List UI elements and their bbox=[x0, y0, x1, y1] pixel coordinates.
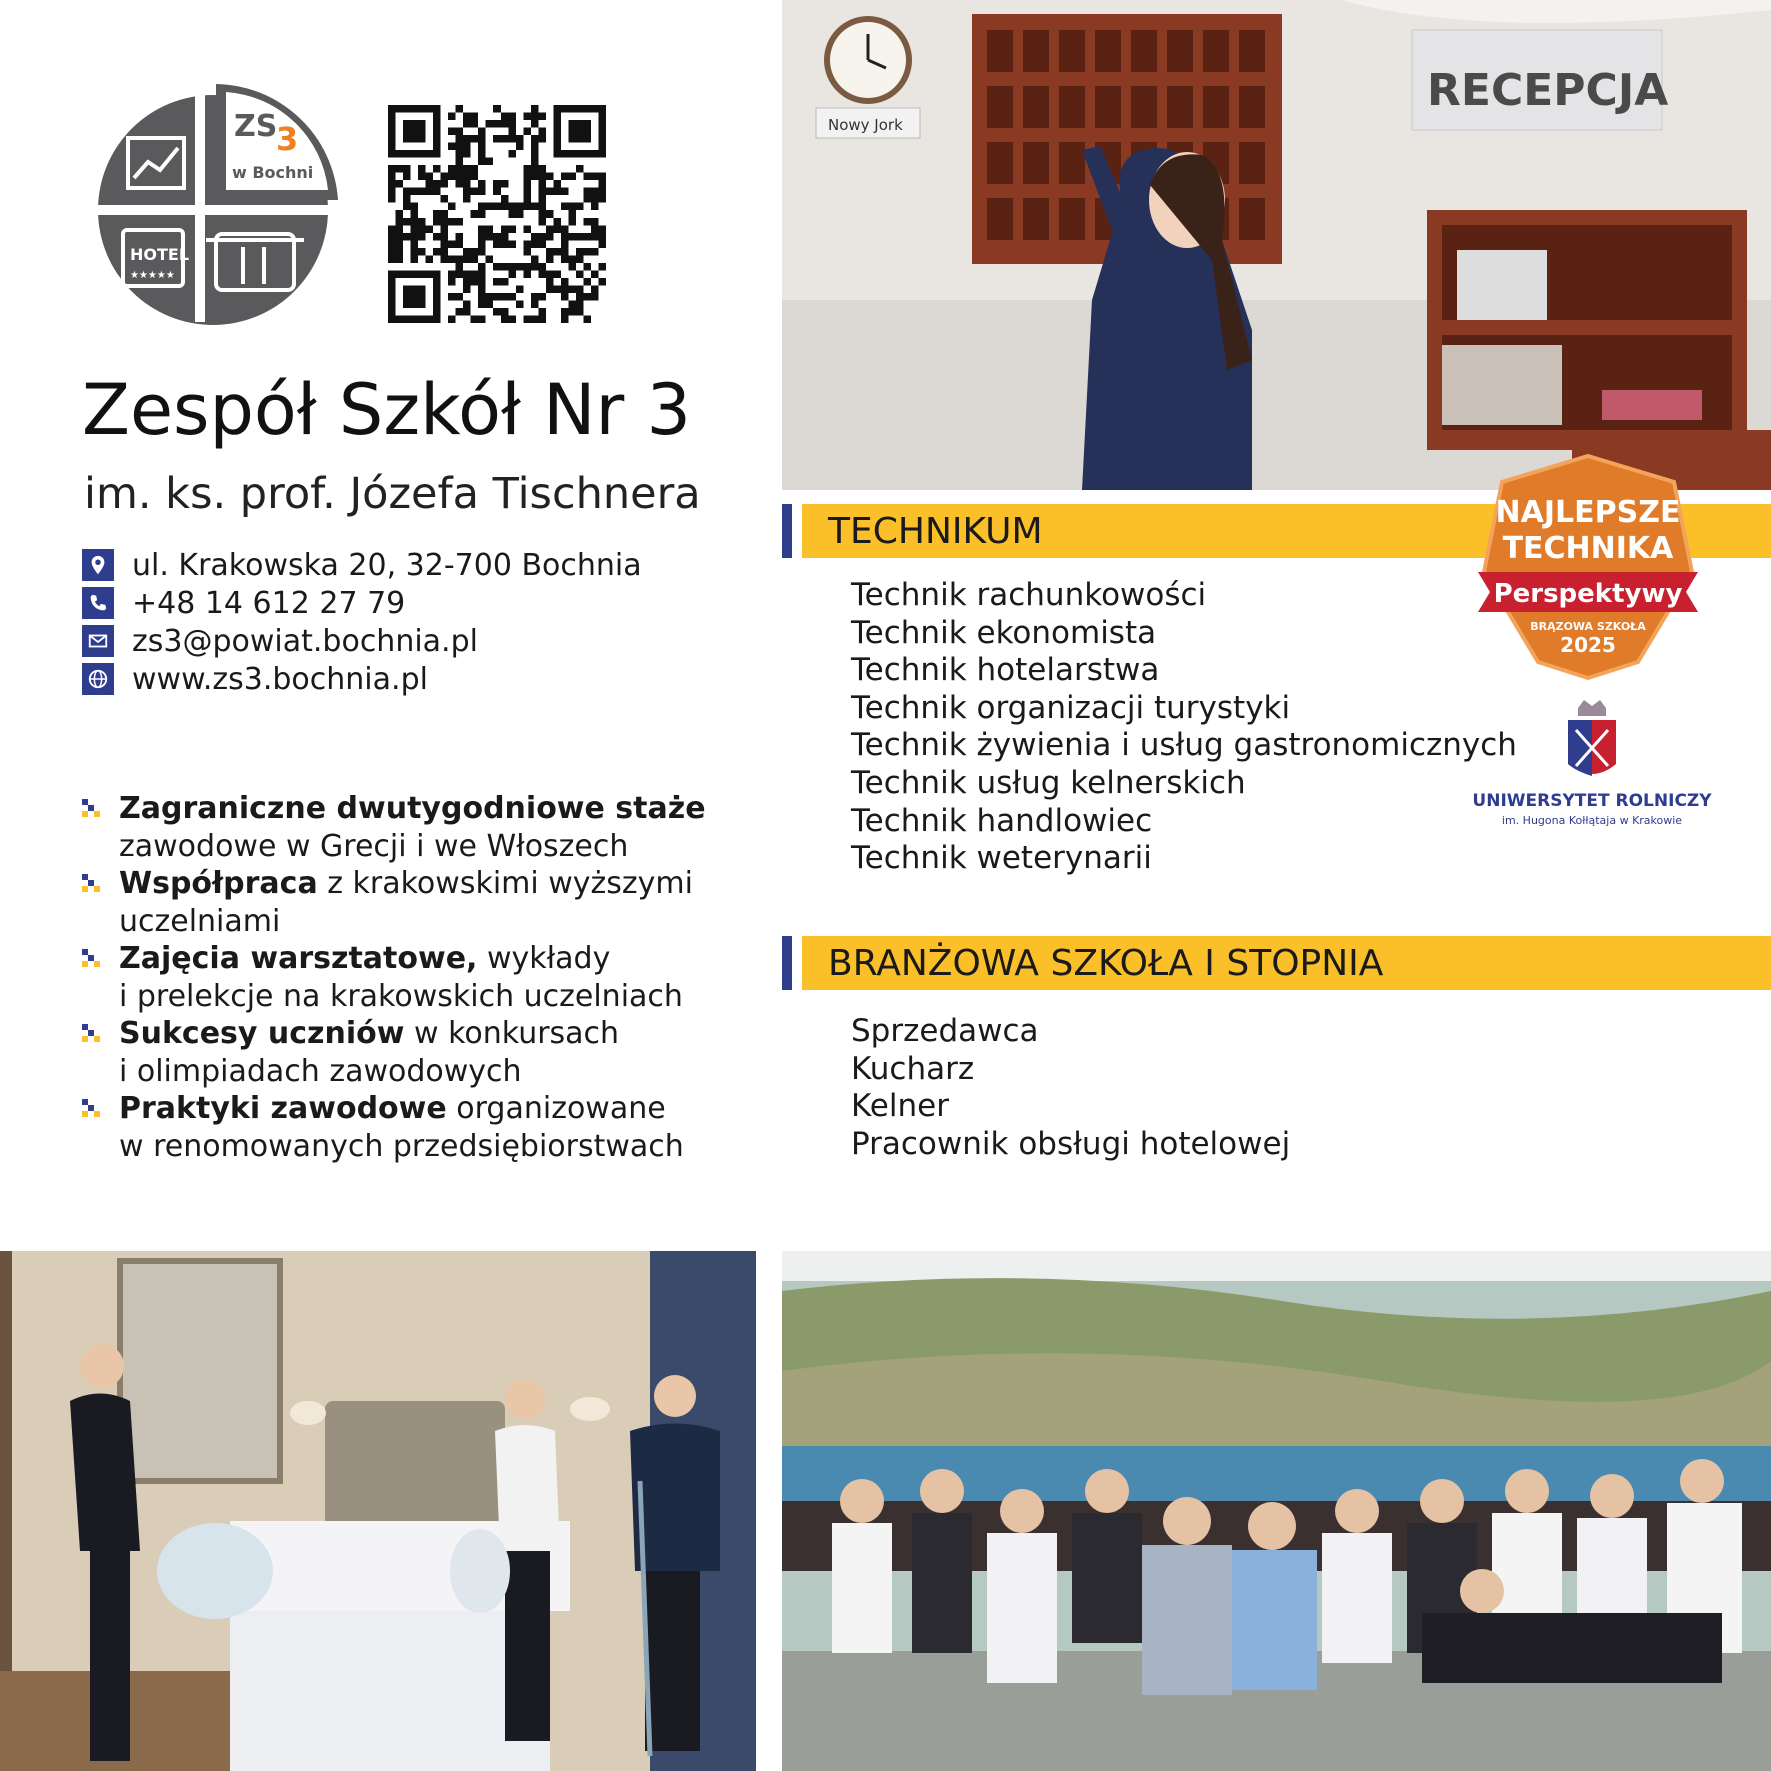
svg-text:TECHNIKA: TECHNIKA bbox=[1502, 531, 1674, 566]
contact-address: ul. Krakowska 20, 32-700 Bochnia bbox=[82, 546, 642, 584]
contact-email[interactable]: zs3@powiat.bochnia.pl bbox=[82, 622, 642, 660]
technikum-list bbox=[851, 577, 1517, 878]
bullet-icon bbox=[82, 874, 100, 892]
feature-item: Praktyki zawodowe organizowane w renomowanych przedsiębiorstwach bbox=[82, 1090, 722, 1165]
phone-icon bbox=[82, 587, 114, 619]
svg-text:HOTEL: HOTEL bbox=[130, 245, 190, 264]
feature-item: Sukcesy uczniów w konkursach i olimpiadach zawodowych bbox=[82, 1015, 722, 1090]
feature-item: Współpraca z krakowskimi wyższymi uczelniami bbox=[82, 865, 722, 940]
band-accent bbox=[782, 936, 792, 990]
logo-number: 3 bbox=[276, 120, 299, 158]
school-logo bbox=[88, 82, 338, 332]
svg-text:★★★★★: ★★★★★ bbox=[130, 270, 175, 281]
list-item: Technik ekonomista bbox=[851, 614, 1157, 651]
svg-text:2025: 2025 bbox=[1560, 633, 1616, 657]
page-subtitle: im. ks. prof. Józefa Tischnera bbox=[84, 469, 701, 519]
svg-text:NAJLEPSZE: NAJLEPSZE bbox=[1495, 495, 1681, 530]
list-item: Technik rachunkowości bbox=[851, 577, 1207, 613]
envelope-icon bbox=[82, 625, 114, 657]
bullet-icon bbox=[82, 1024, 100, 1042]
svg-text:Perspektywy: Perspektywy bbox=[1493, 579, 1683, 609]
contact-website[interactable]: www.zs3.bochnia.pl bbox=[82, 660, 642, 698]
list-item: Technik handlowiec bbox=[851, 802, 1153, 839]
branzowa-heading-band bbox=[782, 936, 1771, 990]
contact-phone[interactable]: +48 14 612 27 79 bbox=[82, 584, 642, 622]
list-item: Technik hotelarstwa bbox=[851, 652, 1160, 689]
feature-item: Zajęcia warsztatowe, wykłady i prelekcje na krakowskich uczelniach bbox=[82, 940, 722, 1015]
svg-text:ZS: ZS bbox=[234, 109, 278, 144]
bullet-icon bbox=[82, 949, 100, 967]
reception-photo bbox=[782, 0, 1771, 490]
perspektywy-badge bbox=[1478, 452, 1698, 680]
location-pin-icon bbox=[82, 549, 114, 581]
list-item: Technik żywienia i usług gastronomicznych bbox=[851, 727, 1517, 764]
svg-text:BRĄZOWA SZKOŁA: BRĄZOWA SZKOŁA bbox=[1530, 620, 1646, 633]
list-item: Kucharz bbox=[851, 1050, 975, 1087]
list-item: Kelner bbox=[851, 1088, 949, 1125]
bullet-icon bbox=[82, 1099, 100, 1117]
list-item: Technik weterynarii bbox=[851, 840, 1152, 877]
feature-list bbox=[82, 790, 722, 1165]
list-item: Technik organizacji turystyki bbox=[851, 689, 1291, 726]
band-accent bbox=[782, 504, 792, 558]
group-trip-photo bbox=[782, 1251, 1771, 1771]
svg-text:UNIWERSYTET ROLNICZY: UNIWERSYTET ROLNICZY bbox=[1472, 791, 1712, 811]
recepcja-sign: RECEPCJA bbox=[1427, 65, 1669, 116]
branzowa-heading: BRANŻOWA SZKOŁA I STOPNIA bbox=[828, 943, 1384, 984]
clock-label: Nowy Jork bbox=[828, 116, 903, 134]
branzowa-list bbox=[851, 1013, 1290, 1163]
technikum-heading: TECHNIKUM bbox=[828, 511, 1043, 552]
list-item: Sprzedawca bbox=[851, 1013, 1039, 1049]
page-title: Zespół Szkół Nr 3 bbox=[82, 369, 692, 451]
list-item: Pracownik obsługi hotelowej bbox=[851, 1125, 1291, 1162]
bullet-icon bbox=[82, 799, 100, 817]
contact-list bbox=[82, 546, 642, 698]
qr-code bbox=[388, 105, 606, 323]
hotel-room-photo bbox=[0, 1251, 756, 1771]
list-item: Technik usług kelnerskich bbox=[851, 764, 1246, 801]
svg-text:w Bochni: w Bochni bbox=[232, 163, 314, 182]
globe-icon bbox=[82, 663, 114, 695]
svg-text:im. Hugona Kołłątaja w Krakowi: im. Hugona Kołłątaja w Krakowie bbox=[1501, 814, 1683, 827]
university-logo bbox=[1462, 700, 1722, 830]
feature-item: Zagraniczne dwutygodniowe staże zawodowe w Grecji i we Włoszech bbox=[82, 790, 722, 865]
